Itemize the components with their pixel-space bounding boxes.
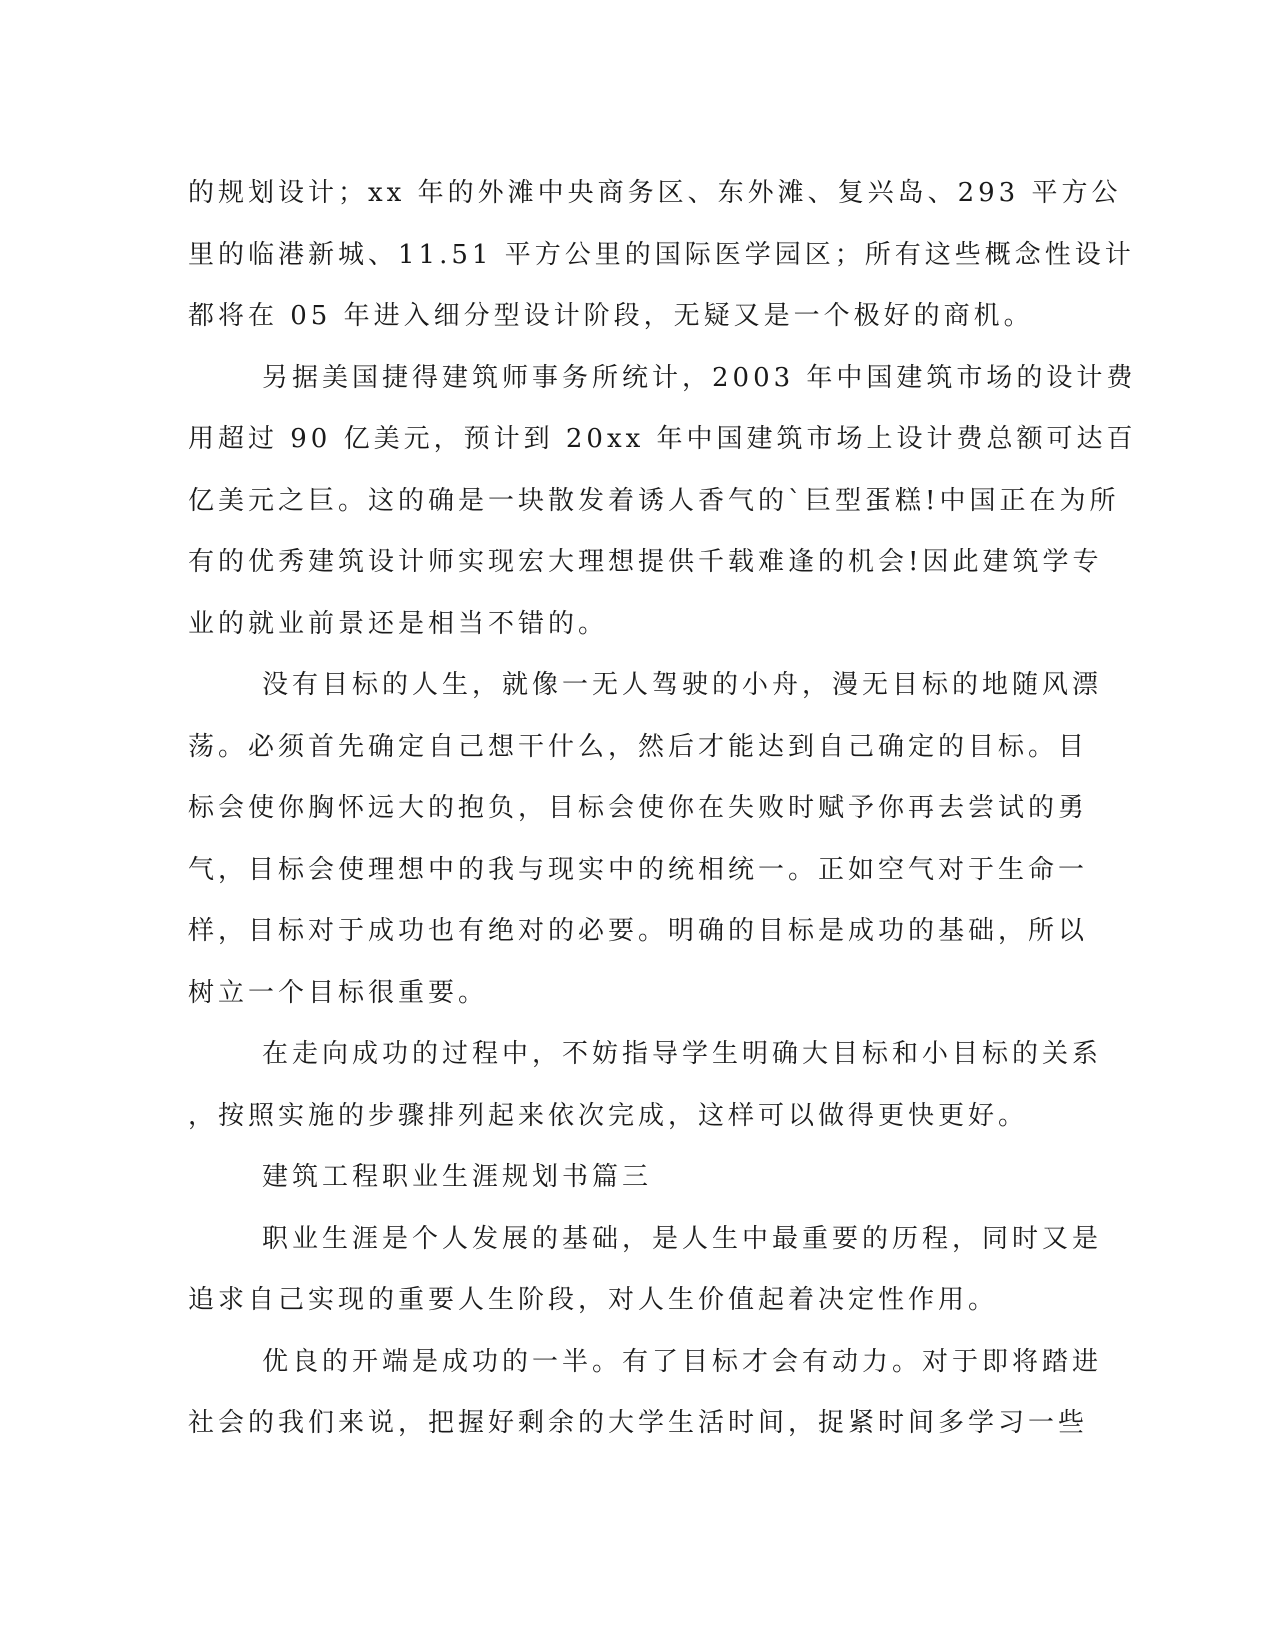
text-line: ，按照实施的步骤排列起来依次完成，这样可以做得更快更好。	[188, 1100, 1029, 1131]
paragraph-first-line: 在走向成功的过程中，不妨指导学生明确大目标和小目标的关系	[262, 1039, 1103, 1069]
section-heading: 建筑工程职业生涯规划书篇三	[262, 1162, 653, 1192]
text-line: 都将在 05 年进入细分型设计阶段，无疑又是一个极好的商机。	[188, 301, 1034, 331]
paragraph-first-line: 优良的开端是成功的一半。有了目标才会有动力。对于即将踏进	[262, 1346, 1103, 1377]
text-line: 气，目标会使理想中的我与现实中的统相统一。正如空气对于生命一	[188, 854, 1089, 885]
text-line: 有的优秀建筑设计师实现宏大理想提供千载难逢的机会!因此建筑学专	[188, 547, 1103, 577]
text-line: 业的就业前景还是相当不错的。	[188, 608, 609, 639]
text-line: 社会的我们来说，把握好剩余的大学生活时间，捉紧时间多学习一些	[188, 1408, 1089, 1438]
text-line: 追求自己实现的重要人生阶段，对人生价值起着决定性作用。	[188, 1285, 999, 1315]
text-line: 树立一个目标很重要。	[188, 977, 489, 1008]
text-line: 亿美元之巨。这的确是一块散发着诱人香气的`巨型蛋糕!中国正在为所	[188, 485, 1120, 516]
paragraph-first-line: 职业生涯是个人发展的基础，是人生中最重要的历程，同时又是	[262, 1223, 1103, 1254]
text-line: 里的临港新城、11.51 平方公里的国际医学园区；所有这些概念性设计	[188, 239, 1135, 270]
text-line: 样，目标对于成功也有绝对的必要。明确的目标是成功的基础，所以	[188, 916, 1089, 946]
text-line: 的规划设计；xx 年的外滩中央商务区、东外滩、复兴岛、293 平方公	[188, 178, 1122, 208]
paragraph-first-line: 另据美国捷得建筑师事务所统计，2003 年中国建筑市场的设计费	[262, 362, 1137, 393]
paragraph-first-line: 没有目标的人生，就像一无人驾驶的小舟，漫无目标的地随风漂	[262, 670, 1103, 700]
text-line: 标会使你胸怀远大的抱负，目标会使你在失败时赋予你再去尝试的勇	[188, 793, 1089, 823]
text-line: 用超过 90 亿美元，预计到 20xx 年中国建筑市场上设计费总额可达百	[188, 424, 1137, 454]
text-line: 荡。必须首先确定自己想干什么，然后才能达到自己确定的目标。目	[188, 731, 1089, 762]
document-body	[188, 163, 1137, 1455]
